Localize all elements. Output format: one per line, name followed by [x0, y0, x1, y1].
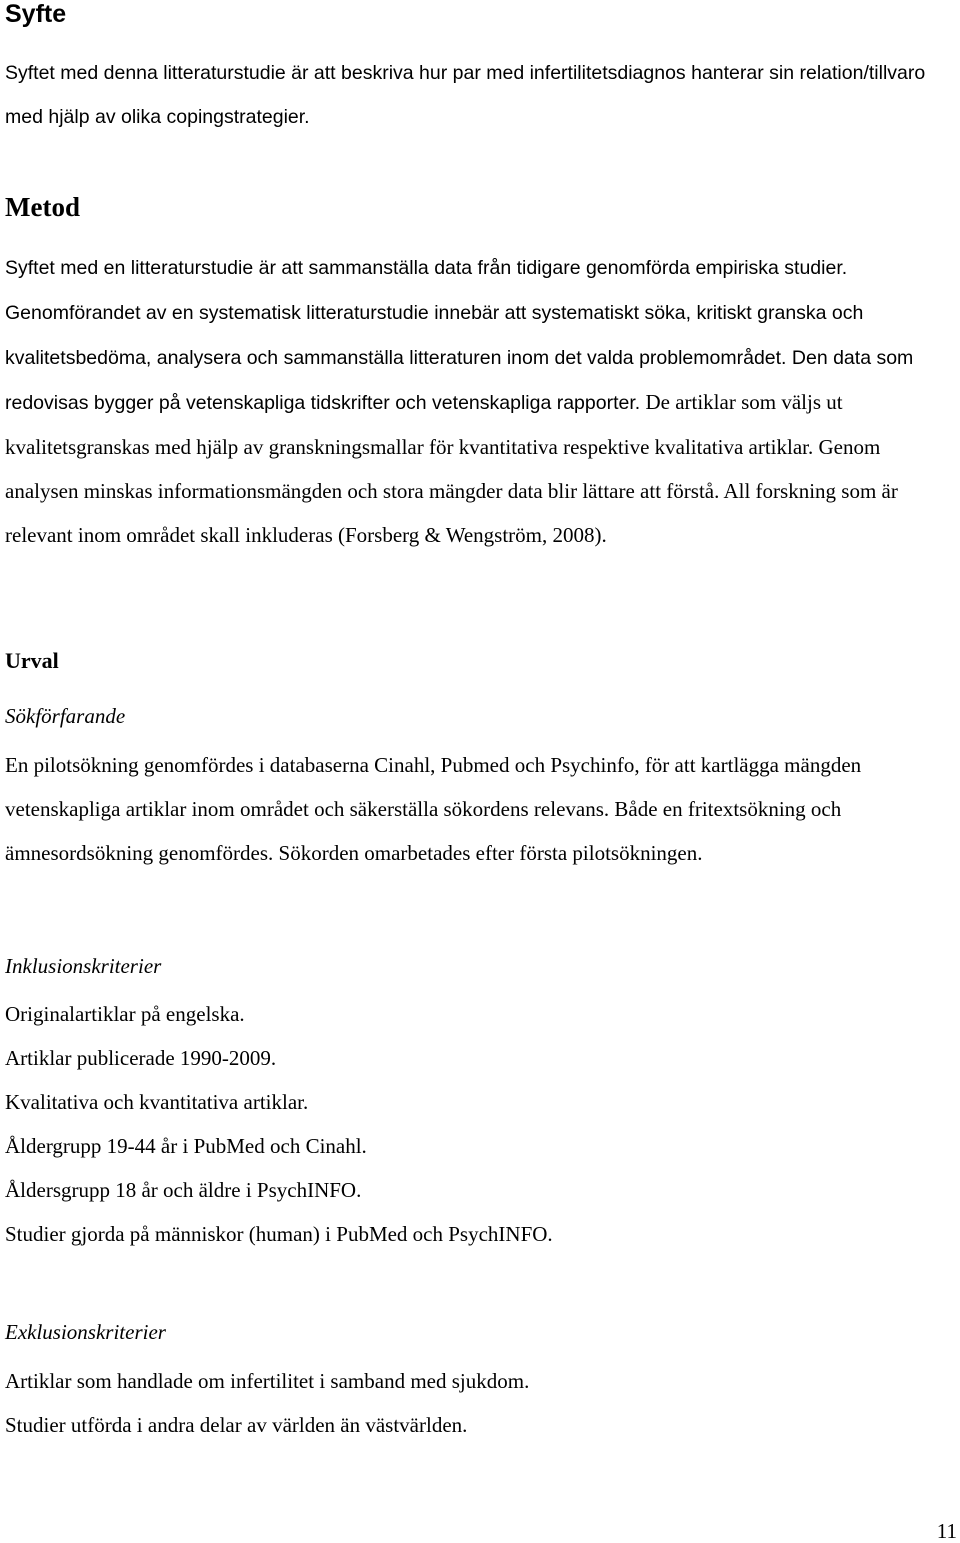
list-item: Åldergrupp 19-44 år i PubMed och Cinahl. — [5, 1134, 367, 1158]
list-item: Åldersgrupp 18 år och äldre i PsychINFO. — [5, 1178, 362, 1202]
list-item: Artiklar publicerade 1990-2009. — [5, 1046, 277, 1070]
heading-urval: Urval — [5, 648, 59, 673]
metod-systematic-text: Genomförandet av en systematisk litteraturstudie innebär att systematiskt söka, kritiskt granska och kvalitetsbedöma, analysera och sammanställa litteraturen inom det valda problemområdet. Den data som redovisas bygger på vetenskapliga tidskrifter och vetenskapliga rapporter. — [5, 302, 914, 414]
paragraph-syfte: Syftet med denna litteraturstudie är att beskriva hur par med infertilitetsdiagnos hanterar sin relation/tillvaro med hjälp av olika copingstrategier. — [5, 62, 926, 128]
list-item: Artiklar som handlade om infertilitet i samband med sjukdom. — [5, 1369, 530, 1393]
heading-inklusionskriterier: Inklusionskriterier — [5, 954, 162, 978]
heading-syfte: Syfte — [5, 0, 67, 28]
list-item: Studier gjorda på människor (human) i PubMed och PsychINFO. — [5, 1222, 553, 1246]
exklusion-list — [5, 1359, 529, 1447]
list-item: Studier utförda i andra delar av världen än västvärlden. — [5, 1413, 468, 1437]
list-item: Kvalitativa och kvantitativa artiklar. — [5, 1090, 309, 1114]
heading-metod: Metod — [5, 192, 80, 222]
paragraph-metod — [5, 245, 953, 557]
inklusion-list — [5, 992, 553, 1256]
paragraph-sokforfarande: En pilotsökning genomfördes i databaserna Cinahl, Pubmed och Psychinfo, för att kartlägga mängden vetenskapliga artiklar inom området och säkerställa sökordens relevans. Både en fritextsökning och ämnesordsökning genomfördes. Sökorden omarbetades efter första pilotsökningen. — [5, 753, 862, 865]
heading-sokforfarande: Sökförfarande — [5, 704, 126, 728]
page-number: 11 — [936, 1519, 957, 1543]
metod-intro-text: Syftet med en litteraturstudie är att sammanställa data från tidigare genomförda empiriska studier. — [5, 257, 848, 279]
list-item: Originalartiklar på engelska. — [5, 1002, 245, 1026]
metod-quality-text: De artiklar som väljs ut kvalitetsgranskas med hjälp av granskningsmallar för kvantitativa respektive kvalitativa artiklar. Genom analysen minskas informationsmängden och stora mängder data blir lättare att förstå. All forskning som är relevant inom området skall inkluderas (Forsberg & Wengström, 2008). — [5, 390, 898, 547]
heading-exklusionskriterier: Exklusionskriterier — [5, 1320, 166, 1344]
